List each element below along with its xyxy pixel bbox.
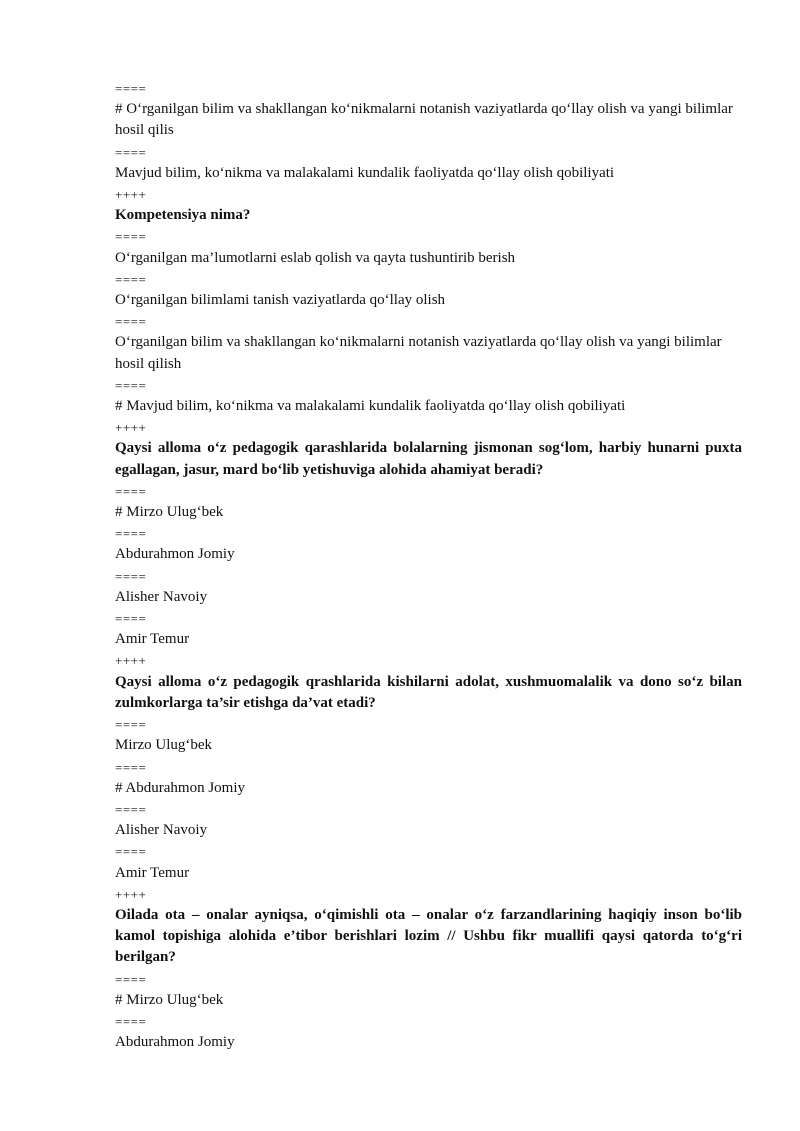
separator-line: ==== [115,314,147,330]
answer-option: # Abdurahmon Jomiy [115,779,245,796]
answer-option: Amir Temur [115,864,190,881]
question-text: Qaysi alloma o‘z pedagogik qrashlarida kishilarni adolat, xushmuomalalik va dono so‘z bilan zulmkorlarga ta’sir etishga da’vat etadi? [115,673,742,711]
answer-option: Alisher Navoiy [115,822,208,839]
answer-option: # Mirzo Ulug‘bek [115,991,224,1008]
question-text: Kompetensiya nima? [115,207,251,224]
question-text: Qaysi alloma o‘z pedagogik qarashlarida bolalarning jismonan sog‘lom, harbiy hunarni puxta egallagan, jasur, mard bo‘lib yetishuviga alohida ahamiyat beradi? [115,440,742,478]
separator-line: ==== [115,271,147,287]
separator-line: ==== [115,971,147,987]
question-separator: ++++ [115,187,147,203]
separator-line: ==== [115,377,147,393]
separator-line: ==== [115,1013,147,1029]
separator-line: ==== [115,801,147,817]
answer-option: Abdurahmon Jomiy [115,1034,235,1051]
separator-line: ==== [115,611,147,627]
separator-line: ==== [115,717,147,733]
document-page [115,78,742,1053]
question-separator: ++++ [115,653,147,669]
separator-line: ==== [115,844,147,860]
separator-line: ==== [115,568,147,584]
answer-option: Mavjud bilim, ko‘nikma va malakalami kundalik faoliyatda qo‘llay olish qobiliyati [115,164,615,181]
answer-option: Mirzo Ulug‘bek [115,737,213,754]
answer-option: O‘rganilgan bilimlami tanish vaziyatlarda qo‘llay olish [115,292,446,309]
answer-option: O‘rganilgan ma’lumotlarni eslab qolish va qayta tushuntirib berish [115,249,516,266]
separator-line: ==== [115,759,147,775]
answer-option: Amir Temur [115,631,190,648]
question-separator: ++++ [115,886,147,902]
answer-option: # O‘rganilgan bilim va shakllangan ko‘nikmalarni notanish vaziyatlarda qo‘llay olish va yangi bilimlar hosil qilis [115,101,733,139]
question-text: Oilada ota – onalar ayniqsa, o‘qimishli ota – onalar o‘z farzandlarining haqiqiy inson bo‘lib kamol topishiga alohida e’tibor berishlari lozim // Ushbu fikr muallifi qaysi qatorda to‘g‘ri berilgan? [115,906,742,966]
separator-line: ==== [115,483,147,499]
question-separator: ++++ [115,420,147,436]
answer-option: O‘rganilgan bilim va shakllangan ko‘nikmalarni notanish vaziyatlarda qo‘llay olish va yangi bilimlar hosil qilish [115,334,722,372]
separator-line: ==== [115,81,147,96]
answer-option: # Mavjud bilim, ko‘nikma va malakalami kundalik faoliyatda qo‘llay olish qobiliyati [115,398,626,415]
separator-line: ==== [115,144,147,160]
answer-option: Abdurahmon Jomiy [115,546,235,563]
separator-line: ==== [115,229,147,245]
separator-line: ==== [115,526,147,542]
answer-option: # Mirzo Ulug‘bek [115,504,224,521]
answer-option: Alisher Navoiy [115,588,208,605]
